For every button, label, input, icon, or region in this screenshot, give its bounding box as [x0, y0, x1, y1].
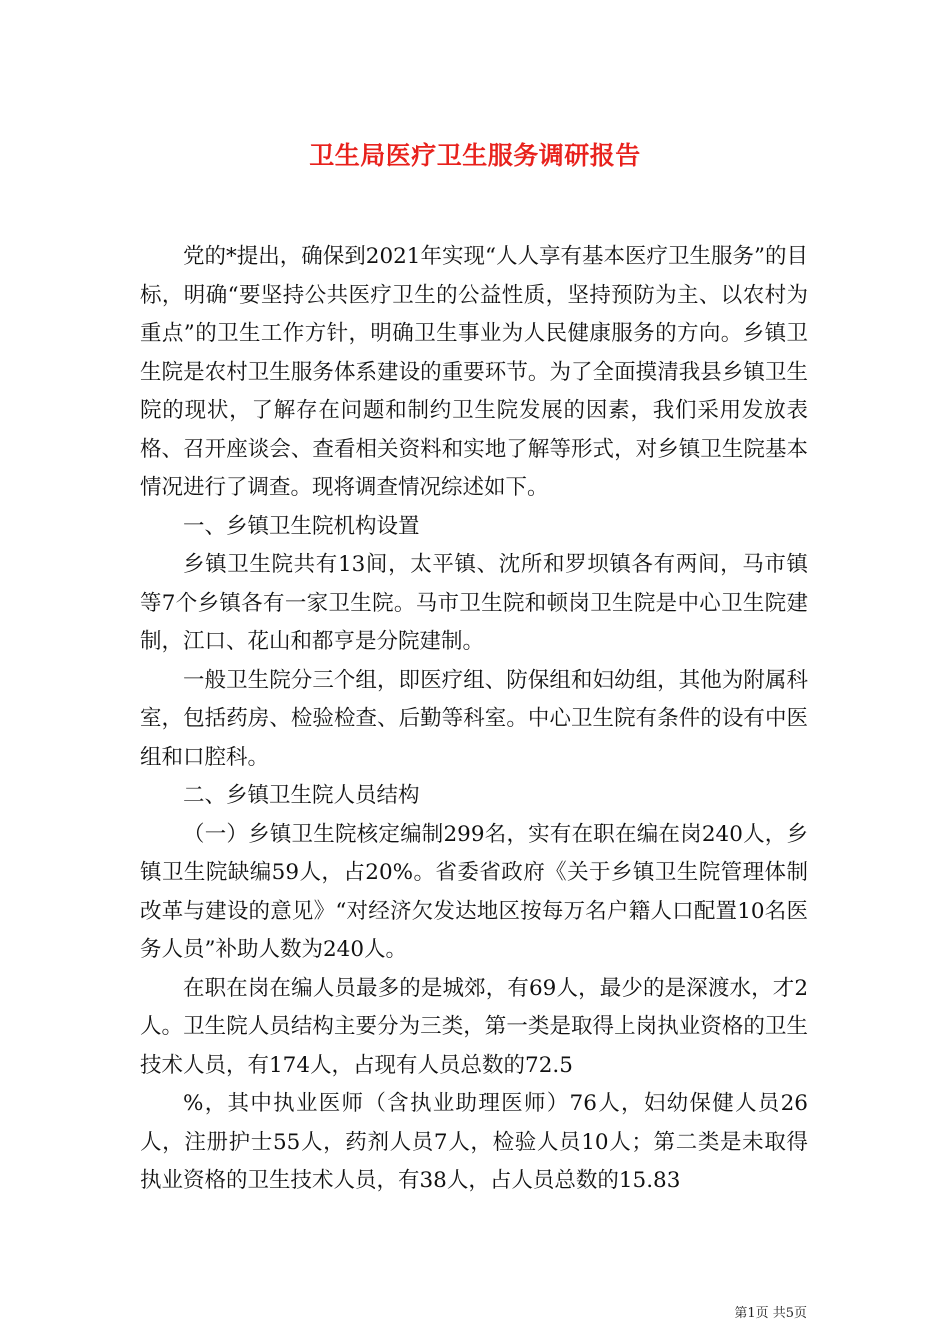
paragraph-staffing-quota: （一）乡镇卫生院核定编制299名，实有在职在编在岗240人，乡镇卫生院缺编59人，占20%。省委省政府《关于乡镇卫生院管理体制改革与建设的意见》“对经济欠发达地区按每万名户籍人口配置10名医务人员”补助人数为240人。 [140, 821, 808, 962]
page-number: 第1页 共5页 [734, 1306, 807, 1321]
paragraph-staff-categories: %，其中执业医师（含执业助理医师）76人，妇幼保健人员26人，注册护士55人，药剂人员7人，检验人员10人；第二类是未取得执业资格的卫生技术人员，有38人，占人员总数的15.83 [140, 1091, 808, 1193]
section-heading-institutions: 一、乡镇卫生院机构设置 [183, 513, 420, 539]
paragraph-staff-distribution: 在职在岗在编人员最多的是城郊，有69人，最少的是深渡水，才2人。卫生院人员结构主要分为三类，第一类是取得上岗执业资格的卫生技术人员，有174人，占现有人员总数的72.5 [140, 975, 808, 1078]
section-heading-staff: 二、乡镇卫生院人员结构 [183, 783, 420, 808]
paragraph-intro: 党的*提出，确保到2021年实现“人人享有基本医疗卫生服务”的目标，明确“要坚持公共医疗卫生的公益性质，坚持预防为主、以农村为重点”的卫生工作方针，明确卫生事业为人民健康服务的方向。乡镇卫生院是农村卫生服务体系建设的重要环节。为了全面摸清我县乡镇卫生院的现状，了解存在问题和制约卫生院发展的因素，我们采用发放表格、召开座谈会、查看相关资料和实地了解等形式，对乡镇卫生院基本情况进行了调查。现将调查情况综述如下。 [140, 244, 808, 500]
paragraph-institutions: 乡镇卫生院共有13间，太平镇、沈所和罗坝镇各有两间，马市镇等7个乡镇各有一家卫生院。马市卫生院和顿岗卫生院是中心卫生院建制，江口、花山和都亨是分院建制。 [140, 552, 808, 654]
document-body [140, 238, 808, 1201]
document-title: 卫生局医疗卫生服务调研报告 [309, 141, 641, 170]
paragraph-departments: 一般卫生院分三个组，即医疗组、防保组和妇幼组，其他为附属科室，包括药房、检验检查、后勤等科室。中心卫生院有条件的设有中医组和口腔科。 [140, 667, 808, 770]
